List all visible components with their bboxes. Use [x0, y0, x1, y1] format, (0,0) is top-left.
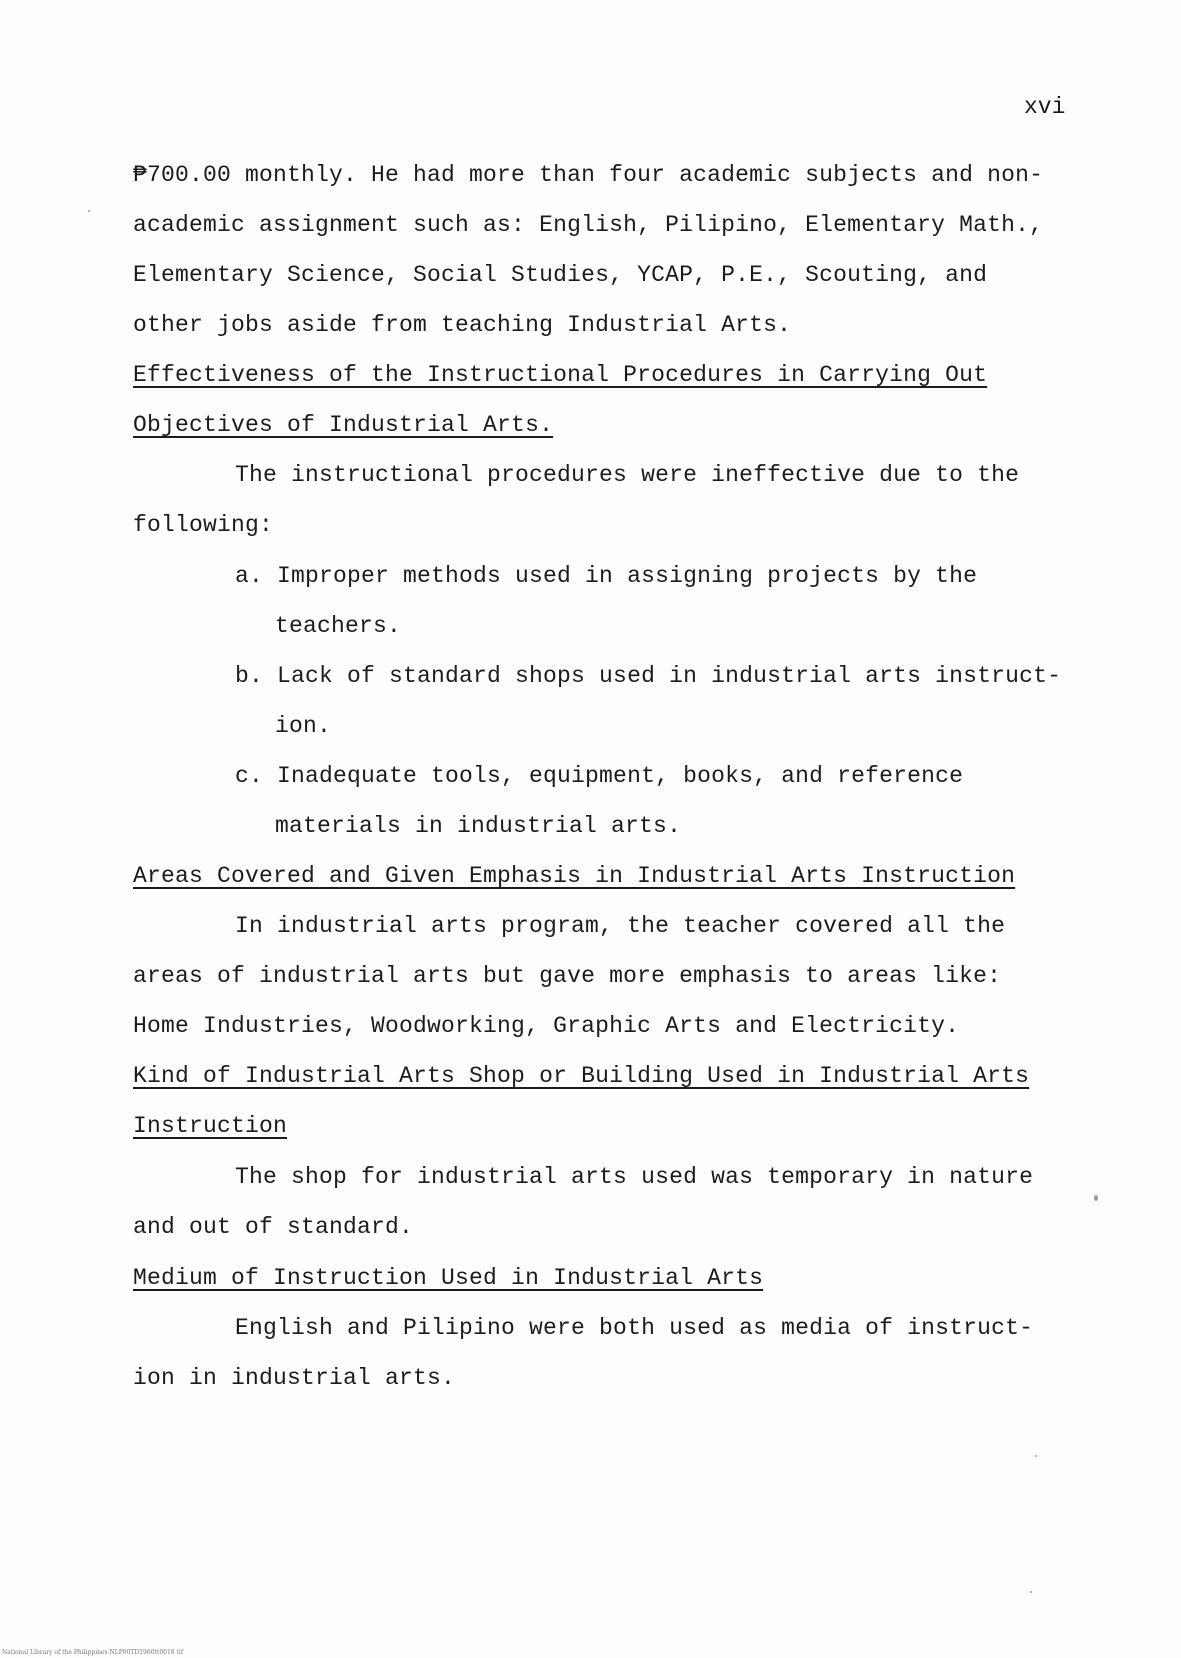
text-line: areas of industrial arts but gave more emphasis to areas like: — [133, 963, 1002, 989]
list-item: c. Inadequate tools, equipment, books, and reference — [235, 763, 964, 789]
text-line: The shop for industrial arts used was temporary in nature — [235, 1164, 1034, 1190]
text-line: other jobs aside from teaching Industrial Arts. — [133, 312, 792, 338]
scan-speck — [1030, 1591, 1032, 1593]
list-item-continuation: teachers. — [275, 613, 402, 639]
scan-speck — [88, 210, 90, 212]
text-line: Home Industries, Woodworking, Graphic Arts and Electricity. — [133, 1013, 960, 1039]
section-heading: Medium of Instruction Used in Industrial Arts — [133, 1265, 764, 1291]
text-line: The instructional procedures were ineffective due to the — [235, 462, 1020, 488]
list-item-continuation: ion. — [275, 713, 332, 739]
scan-speck — [1094, 1195, 1098, 1201]
section-heading: Areas Covered and Given Emphasis in Industrial Arts Instruction — [133, 863, 1016, 889]
text-line: academic assignment such as: English, Pilipino, Elementary Math., — [133, 212, 1044, 238]
text-line: In industrial arts program, the teacher covered all the — [235, 913, 1006, 939]
text-line: ₱700.00 monthly. He had more than four academic subjects and non- — [133, 162, 1044, 188]
section-heading: Kind of Industrial Arts Shop or Building Used in Industrial Arts — [133, 1063, 1030, 1089]
page-number: xvi — [1024, 94, 1066, 120]
section-heading: Objectives of Industrial Arts. — [133, 412, 554, 438]
text-line: ion in industrial arts. — [133, 1365, 456, 1391]
text-line: and out of standard. — [133, 1214, 414, 1240]
scan-speck — [1035, 1455, 1037, 1457]
list-item-continuation: materials in industrial arts. — [275, 813, 682, 839]
text-line: English and Pilipino were both used as media of instruct- — [235, 1315, 1034, 1341]
list-item: b. Lack of standard shops used in industrial arts instruct- — [235, 663, 1062, 689]
text-line: following: — [133, 512, 274, 538]
section-heading: Instruction — [133, 1113, 288, 1139]
list-item: a. Improper methods used in assigning projects by the — [235, 563, 978, 589]
scan-footer: National Library of the Philippines NLP00TD1960tt0018 tif — [2, 1649, 184, 1656]
section-heading: Effectiveness of the Instructional Procedures in Carrying Out — [133, 362, 988, 388]
text-line: Elementary Science, Social Studies, YCAP, P.E., Scouting, and — [133, 262, 988, 288]
